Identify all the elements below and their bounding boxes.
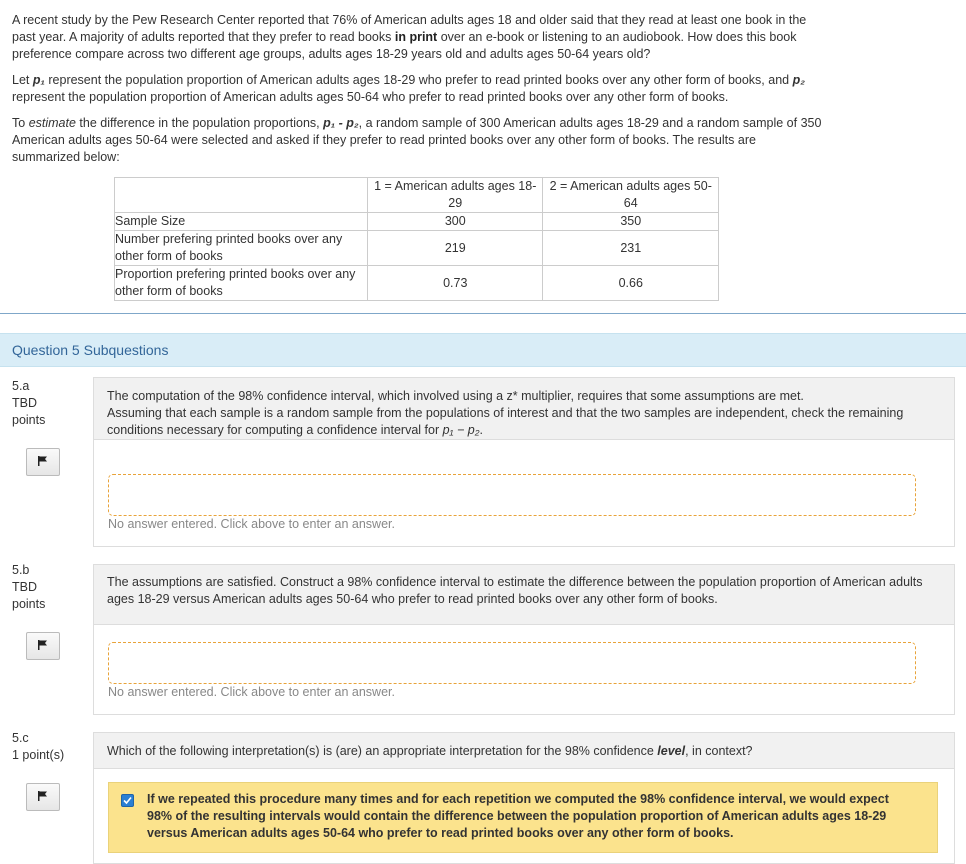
question-points: TBD (12, 396, 37, 410)
question-points-label: points (12, 413, 46, 427)
checkbox[interactable] (121, 794, 134, 807)
subquestions-header (0, 333, 966, 367)
table-cell: 231 (543, 231, 719, 266)
table-row (115, 213, 719, 231)
question-5c-meta (12, 730, 64, 764)
table-cell: 350 (543, 213, 719, 231)
question-5a-panel (93, 377, 955, 547)
flag-button[interactable] (26, 448, 60, 476)
question-number: 5.c (12, 731, 29, 745)
intro-paragraph-3: To estimate the difference in the population proportions, p₁ - p₂, a random sample of 300 American adults ages 18-29 and a random sample of 350 American adults ages 50-64 were selected and asked if they prefer to read printed books over any other form of books. The results are summarized below: (12, 116, 822, 164)
table-row (115, 231, 719, 266)
checkmark-icon (123, 796, 132, 805)
prompt-text: The computation of the 98% confidence interval, which involved using a z* multiplier, requires that some assumptions are met. (107, 389, 804, 403)
question-5a-meta (12, 378, 45, 429)
question-5c-panel (93, 732, 955, 864)
table-header-cell: 2 = American adults ages 50-64 (543, 178, 719, 213)
flag-icon (37, 639, 49, 651)
table-row-label: Sample Size (115, 213, 368, 231)
table-cell: 0.66 (543, 266, 719, 301)
sample-data-table (114, 177, 719, 301)
flag-icon (37, 455, 49, 467)
answer-choice-1[interactable] (108, 782, 938, 853)
problem-intro (12, 12, 827, 175)
subquestions-title: Question 5 Subquestions (12, 342, 169, 358)
question-5b-panel (93, 564, 955, 715)
no-answer-text: No answer entered. Click above to enter an answer. (108, 685, 395, 699)
answer-input-5b[interactable] (108, 642, 916, 684)
answer-input-5a[interactable] (108, 474, 916, 516)
no-answer-text: No answer entered. Click above to enter an answer. (108, 517, 395, 531)
table-cell: 219 (368, 231, 543, 266)
flag-button[interactable] (26, 783, 60, 811)
table-row (115, 266, 719, 301)
question-number: 5.b (12, 563, 30, 577)
question-number: 5.a (12, 379, 30, 393)
table-header-cell (115, 178, 368, 213)
table-cell: 300 (368, 213, 543, 231)
choice-text: If we repeated this procedure many times and for each repetition we computed the 98% confidence interval, we would expect 98% of the resulting intervals would contain the difference between the population proportion of American adults ages 18-29 versus American adults ages 50-64 who prefer to read printed books over any other form of books. (147, 792, 889, 840)
table-header-cell: 1 = American adults ages 18-29 (368, 178, 543, 213)
question-points: 1 point(s) (12, 748, 65, 762)
intro-paragraph-2: Let p₁ represent the population proportion of American adults ages 18-29 who prefer to read printed books over any other form of books, and p₂ represent the population proportion of American adults ages 50-64 who prefer to read printed books over any other form of books. (12, 73, 805, 104)
question-5b-meta (12, 562, 45, 613)
table-header-row (115, 178, 719, 213)
intro-paragraph-1: A recent study by the Pew Research Center reported that 76% of American adults ages 18 and older said that they read at least one book in the past year. A majority of adults reported that they prefer to read books in print over an e-book or listening to an audiobook. How does this book preference compare across two different age groups, adults ages 18-29 years old and adults ages 50-64 years old? (12, 13, 807, 61)
flag-button[interactable] (26, 632, 60, 660)
table-row-label: Proportion prefering printed books over any other form of books (115, 266, 368, 301)
section-divider (0, 313, 966, 314)
question-points-label: points (12, 597, 46, 611)
table-row-label: Number prefering printed books over any other form of books (115, 231, 368, 266)
question-points: TBD (12, 580, 37, 594)
question-5c-prompt: Which of the following interpretation(s) is (are) an appropriate interpretation for the 98% confidence level, in context? (94, 733, 954, 769)
flag-icon (37, 790, 49, 802)
prompt-text: Assuming that each sample is a random sample from the populations of interest and that the two samples are independent, check the remaining conditions necessary for computing a confidence interval for p₁ − p₂. (107, 406, 904, 437)
question-5b-prompt: The assumptions are satisfied. Construct a 98% confidence interval to estimate the difference between the population proportion of American adults ages 18-29 versus American adults ages 50-64 who prefer to read printed books over any other form of books. (94, 565, 954, 625)
table-cell: 0.73 (368, 266, 543, 301)
question-5a-prompt (94, 378, 954, 440)
